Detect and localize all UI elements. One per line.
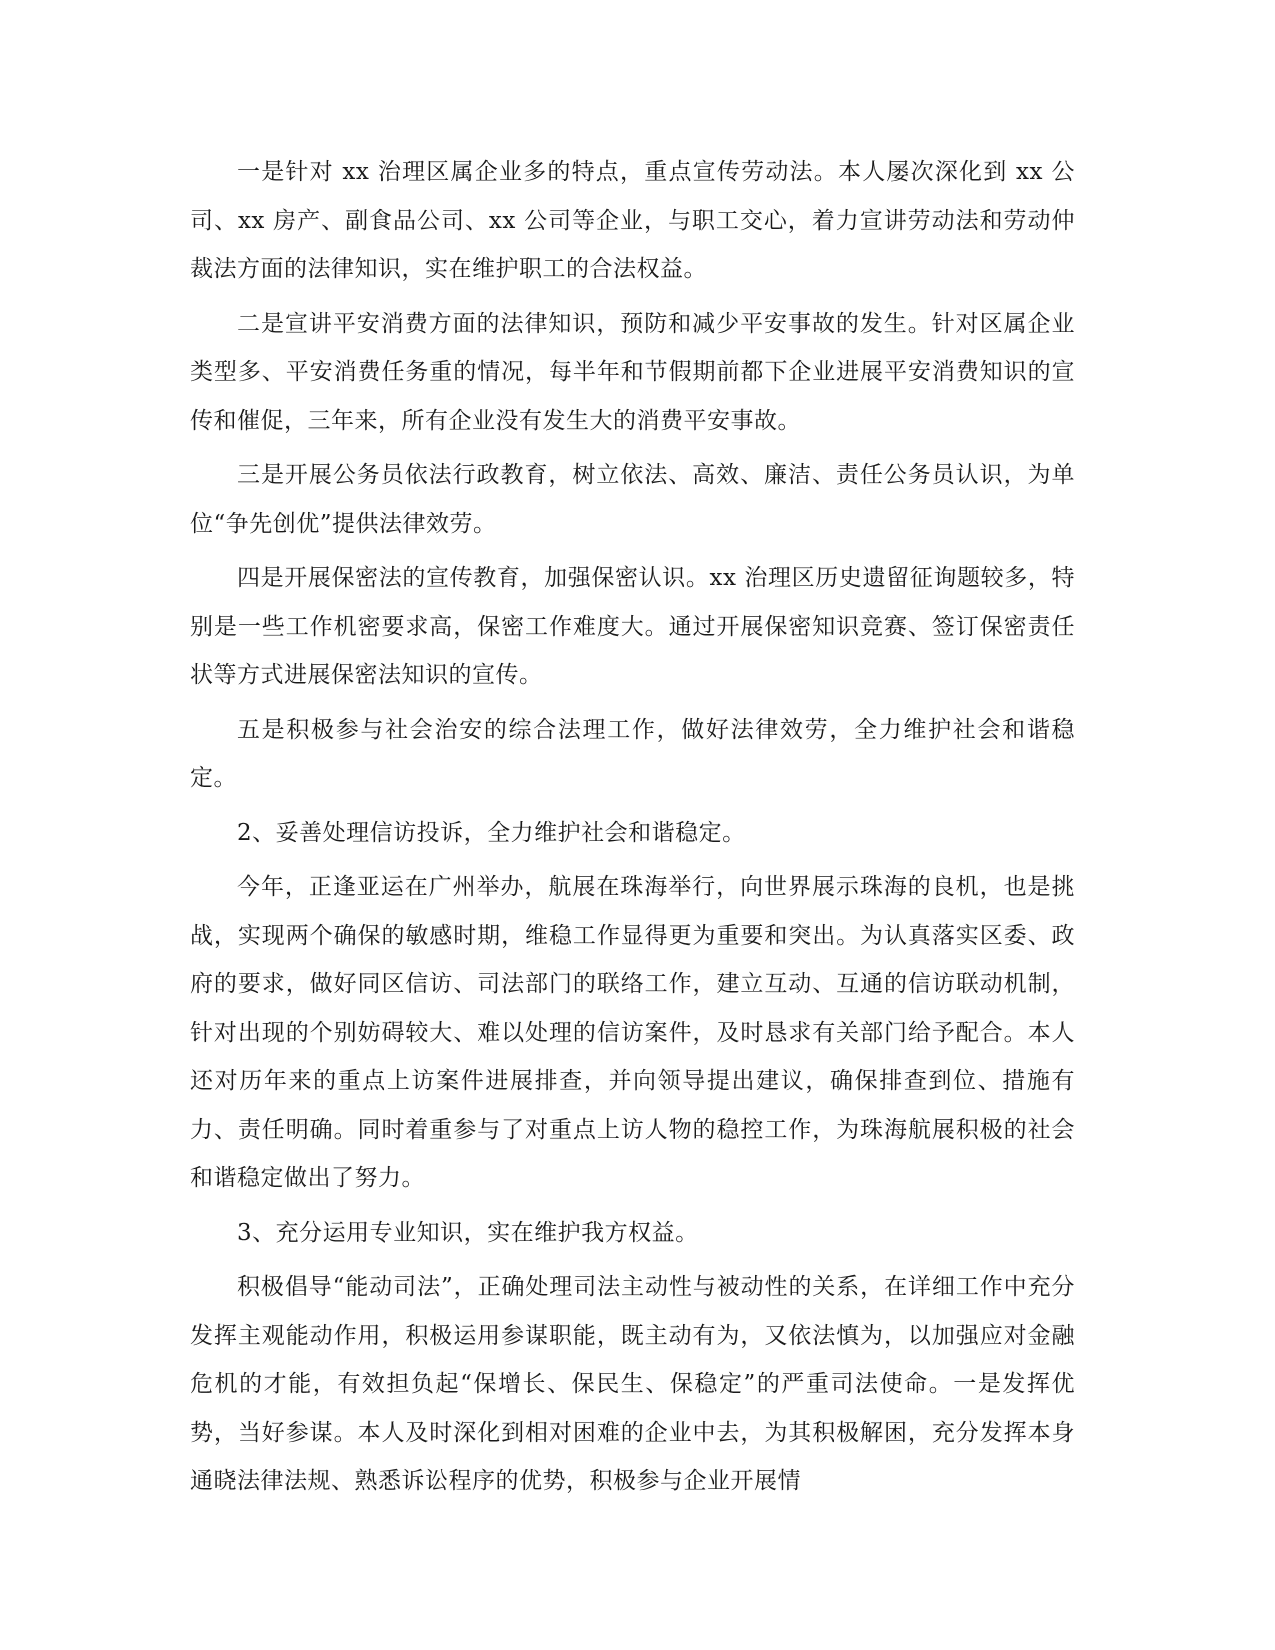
document-page [190, 148, 1075, 1512]
section-heading-professional-knowledge: 3、充分运用专业知识，实在维护我方权益。 [237, 1219, 699, 1246]
paragraph-civil-servant-education: 三是开展公务员依法行政教育，树立依法、高效、廉洁、责任公务员认识，为单位“争先创优”提供法律效劳。 [190, 462, 1075, 537]
paragraph-safety-production: 二是宣讲平安消费方面的法律知识，预防和减少平安事故的发生。针对区属企业类型多、平安消费任务重的情况，每半年和节假期前都下企业进展平安消费知识的宣传和催促，三年来，所有企业没有发生大的消费平安事故。 [190, 310, 1075, 434]
section-heading-petitions: 2、妥善处理信访投诉，全力维护社会和谐稳定。 [237, 819, 746, 846]
paragraph-labor-law: 一是针对 xx 治理区属企业多的特点，重点宣传劳动法。本人屡次深化到 xx 公司、xx 房产、副食品公司、xx 公司等企业，与职工交心，着力宣讲劳动法和劳动仲裁法方面的法律知识，实在维护职工的合法权益。 [190, 159, 1075, 282]
paragraph-active-judiciary: 积极倡导“能动司法”，正确处理司法主动性与被动性的关系，在详细工作中充分发挥主观能动作用，积极运用参谋职能，既主动有为，又依法慎为，以加强应对金融危机的才能，有效担负起“保增长、保民生、保稳定”的严重司法使命。一是发挥优势，当好参谋。本人及时深化到相对困难的企业中去，为其积极解困，充分发挥本身通晓法律法规、熟悉诉讼程序的优势，积极参与企业开展情 [190, 1274, 1075, 1494]
paragraph-petitions-stability: 今年，正逢亚运在广州举办，航展在珠海举行，向世界展示珠海的良机，也是挑战，实现两个确保的敏感时期，维稳工作显得更为重要和突出。为认真落实区委、政府的要求，做好同区信访、司法部门的联络工作，建立互动、互通的信访联动机制，针对出现的个别妨碍较大、难以处理的信访案件，及时恳求有关部门给予配合。本人还对历年来的重点上访案件进展排查，并向领导提出建议，确保排查到位、措施有力、责任明确。同时着重参与了对重点上访人物的稳控工作，为珠海航展积极的社会和谐稳定做出了努力。 [190, 874, 1075, 1191]
paragraph-confidentiality-law: 四是开展保密法的宣传教育，加强保密认识。xx 治理区历史遗留征询题较多，特别是一些工作机密要求高，保密工作难度大。通过开展保密知识竞赛、签订保密责任状等方式进展保密法知识的宣传。 [190, 565, 1075, 688]
paragraph-public-security: 五是积极参与社会治安的综合法理工作，做好法律效劳，全力维护社会和谐稳定。 [190, 716, 1075, 791]
